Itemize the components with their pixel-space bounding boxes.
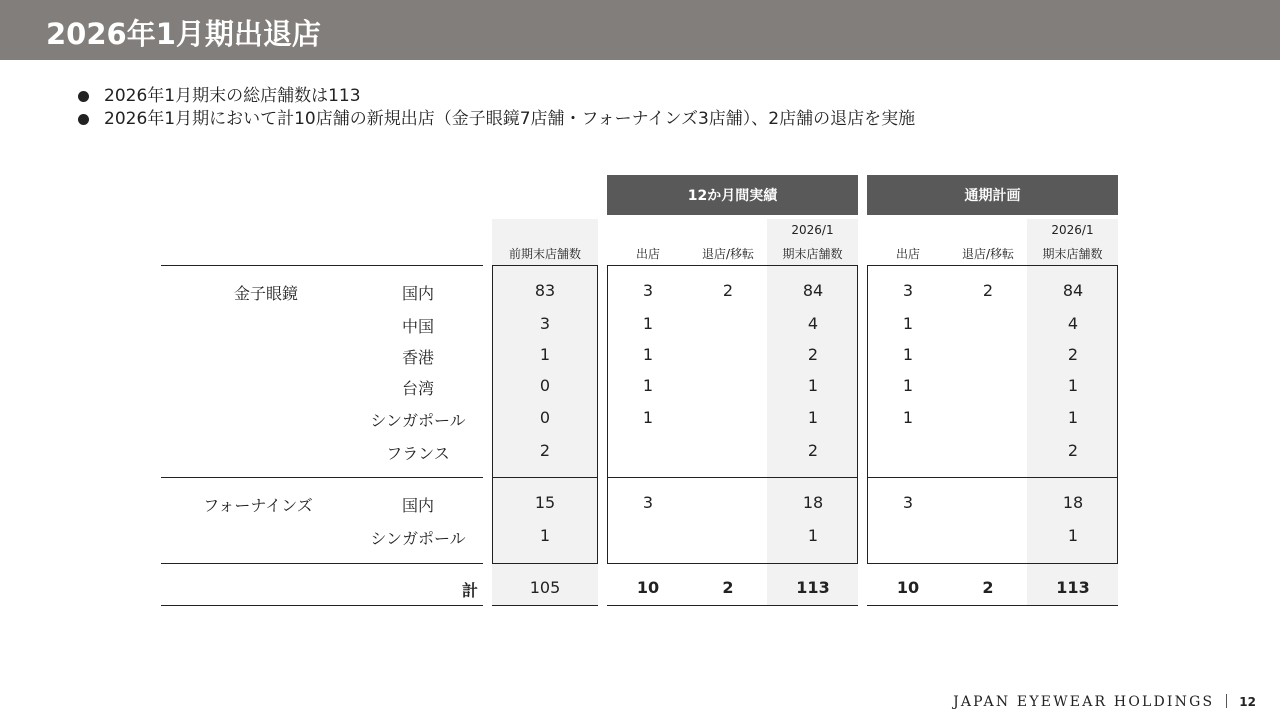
region-label: シンガポール [370, 411, 466, 430]
total-bottom-rule [161, 605, 483, 606]
total-bottom-rule-actual [607, 605, 858, 606]
cell-prev: 0 [539, 408, 551, 427]
cell-actual-open: 1 [642, 314, 654, 333]
region-label: 中国 [401, 317, 435, 336]
cell-plan-open: 1 [902, 345, 914, 364]
brand-separator-rule [161, 477, 483, 478]
total-actual-close: 2 [722, 578, 734, 597]
actual-box-fournines [607, 477, 858, 564]
title-bar [0, 0, 1280, 60]
brand-label-fournines: フォーナインズ [203, 496, 313, 515]
region-label: 国内 [401, 496, 435, 515]
cell-plan-close: 2 [982, 281, 994, 300]
region-label: 香港 [401, 348, 435, 367]
col-header-plan-period-end: 期末店舗数 [1042, 247, 1103, 261]
col-header-actual-open: 出店 [635, 247, 660, 261]
cell-actual-end: 1 [807, 526, 819, 545]
bullet-dot-icon [78, 91, 89, 102]
bullet-text: 2026年1月期において計10店舗の新規出店（金子眼鏡7店舗・フォーナインズ3店舗）、2店舗の退店を実施 [104, 109, 916, 129]
cell-prev: 2 [539, 441, 551, 460]
cell-actual-open: 3 [642, 493, 654, 512]
cell-plan-end: 84 [1062, 281, 1084, 300]
bullet-list [78, 85, 915, 131]
cell-actual-open: 1 [642, 376, 654, 395]
total-plan-close: 2 [982, 578, 994, 597]
region-label: 台湾 [401, 379, 435, 398]
cell-prev: 1 [539, 345, 551, 364]
company-name: JAPAN EYEWEAR HOLDINGS [953, 694, 1215, 710]
total-bottom-rule-plan [867, 605, 1118, 606]
cell-plan-end: 2 [1067, 441, 1079, 460]
cell-plan-open: 1 [902, 314, 914, 333]
total-bottom-rule-prev [492, 605, 598, 606]
bullet-item [78, 85, 915, 108]
col-header-plan-open: 出店 [895, 247, 920, 261]
cell-prev: 0 [539, 376, 551, 395]
page-title: 2026年1月期出退店 [46, 17, 321, 51]
bullet-text: 2026年1月期末の総店舗数は113 [104, 86, 361, 106]
cell-actual-end: 1 [807, 408, 819, 427]
cell-plan-end: 2 [1067, 345, 1079, 364]
total-plan-open: 10 [896, 578, 920, 597]
cell-plan-end: 1 [1067, 376, 1079, 395]
region-label: シンガポール [370, 529, 466, 548]
region-label: 国内 [401, 284, 435, 303]
cell-plan-end: 1 [1067, 526, 1079, 545]
cell-actual-end: 84 [802, 281, 824, 300]
cell-actual-end: 2 [807, 441, 819, 460]
total-plan-end: 113 [1056, 578, 1090, 597]
cell-plan-open: 3 [902, 281, 914, 300]
plan-group-header: 通期計画 [867, 175, 1118, 215]
cell-plan-open: 3 [902, 493, 914, 512]
cell-prev: 83 [534, 281, 556, 300]
actual-group-header: 12か月間実績 [607, 175, 858, 215]
total-prev: 105 [529, 578, 561, 597]
col-header-plan-period-year: 2026/1 [1051, 223, 1094, 237]
cell-actual-end: 18 [802, 493, 824, 512]
col-header-actual-close: 退店/移転 [701, 247, 755, 261]
footer-separator [1226, 694, 1227, 708]
cell-plan-end: 18 [1062, 493, 1084, 512]
col-header-prev: 前期末店舗数 [508, 247, 581, 261]
cell-actual-open: 3 [642, 281, 654, 300]
footer [953, 694, 1256, 710]
cell-actual-end: 2 [807, 345, 819, 364]
region-label: フランス [386, 444, 450, 463]
cell-actual-open: 1 [642, 408, 654, 427]
cell-actual-end: 4 [807, 314, 819, 333]
total-actual-end: 113 [796, 578, 830, 597]
cell-plan-open: 1 [902, 376, 914, 395]
cell-prev: 1 [539, 526, 551, 545]
col-header-actual-period-year: 2026/1 [791, 223, 834, 237]
cell-prev: 15 [534, 493, 556, 512]
cell-plan-end: 1 [1067, 408, 1079, 427]
total-actual-open: 10 [636, 578, 660, 597]
header-rule [161, 265, 483, 266]
cell-actual-open: 1 [642, 345, 654, 364]
page-number: 12 [1239, 695, 1256, 709]
col-header-actual-period-end: 期末店舗数 [782, 247, 843, 261]
cell-actual-close: 2 [722, 281, 734, 300]
bullet-item [78, 108, 915, 131]
cell-actual-end: 1 [807, 376, 819, 395]
cell-plan-open: 1 [902, 408, 914, 427]
cell-prev: 3 [539, 314, 551, 333]
col-header-plan-close: 退店/移転 [961, 247, 1015, 261]
cell-plan-end: 4 [1067, 314, 1079, 333]
bullet-dot-icon [78, 114, 89, 125]
prev-box-fournines [492, 477, 598, 564]
total-label: 計 [461, 581, 479, 600]
plan-box-fournines [867, 477, 1118, 564]
total-top-rule [161, 563, 483, 564]
brand-label-kaneko: 金子眼鏡 [233, 284, 299, 303]
